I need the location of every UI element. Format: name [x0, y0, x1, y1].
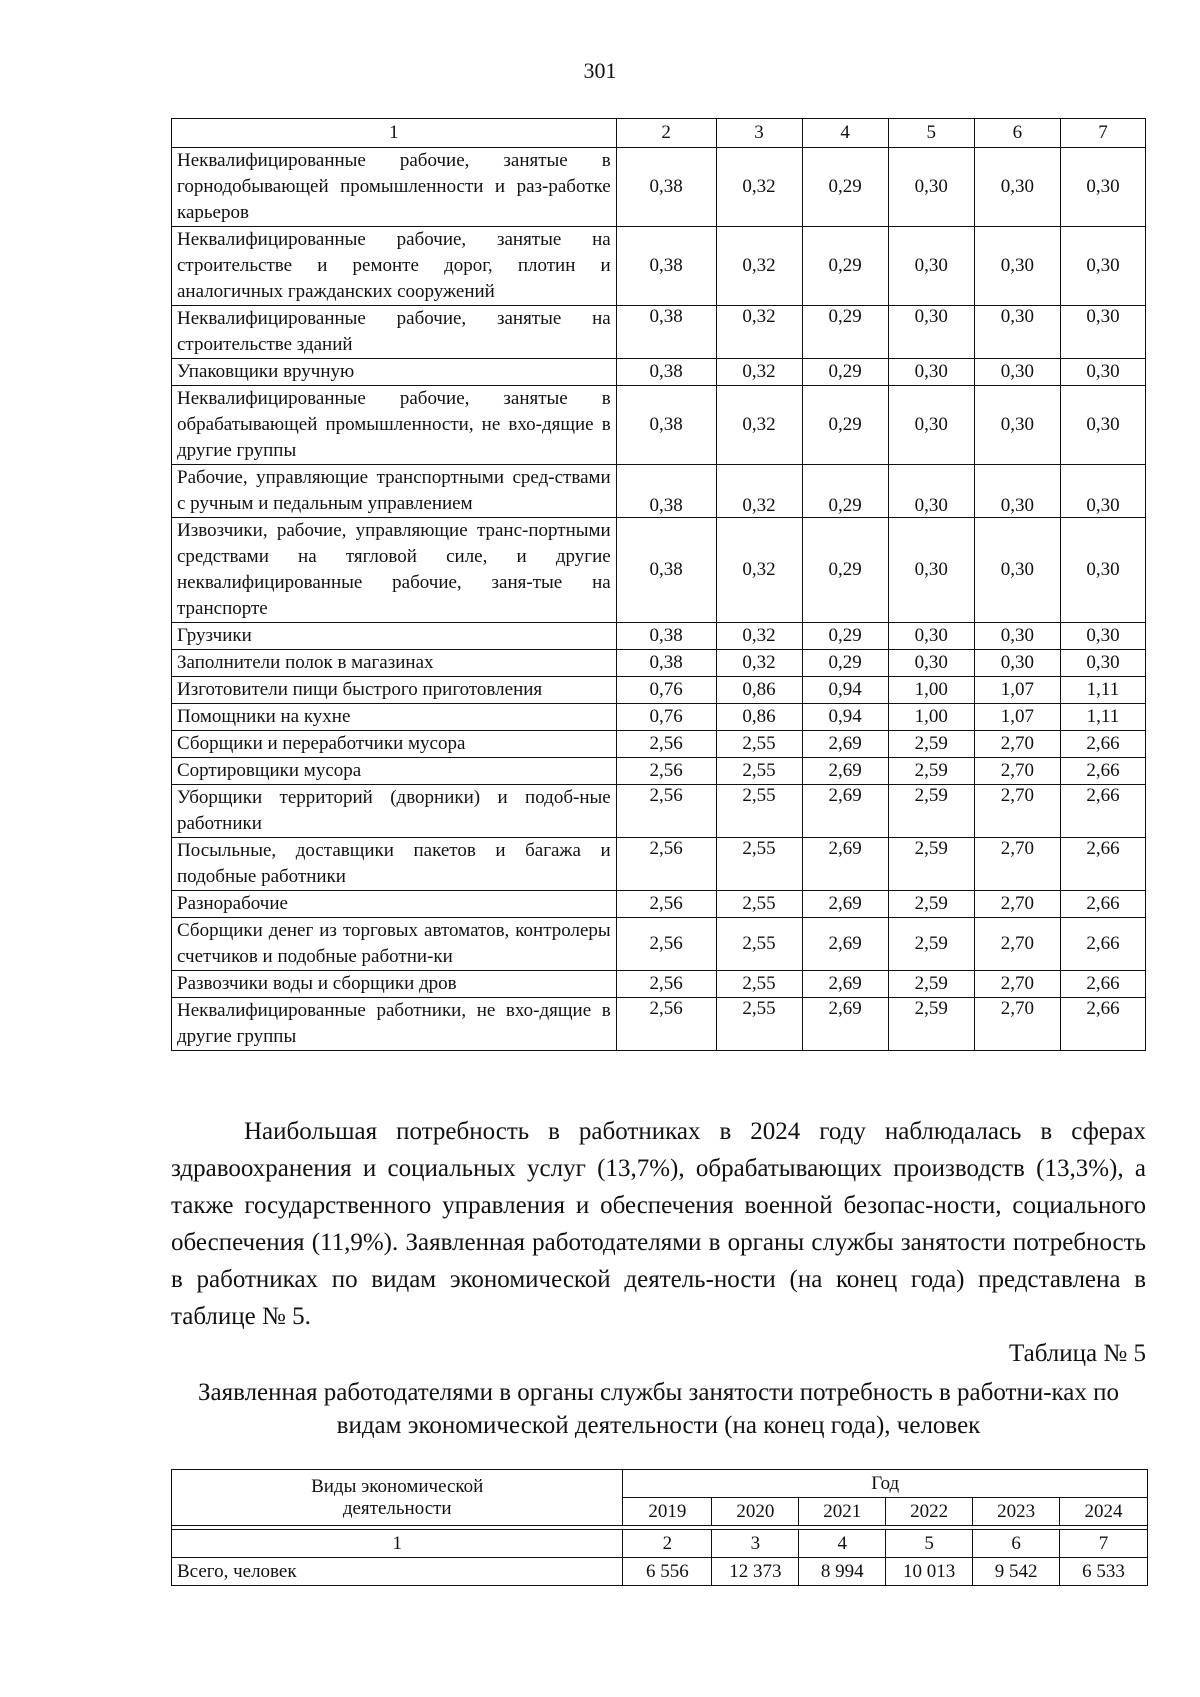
table-row: [172, 731, 1146, 758]
value-cell: 0,86: [716, 677, 802, 704]
value-cell: 0,32: [716, 386, 802, 465]
value-cell: 0,29: [802, 148, 888, 227]
value-cell: 0,32: [716, 465, 802, 518]
value-cell: 0,30: [1060, 386, 1145, 465]
value-cell: 0,76: [616, 704, 716, 731]
value-cell: 0,32: [716, 306, 802, 359]
value-cell: 0,30: [1060, 623, 1145, 650]
value-cell: 1,11: [1060, 677, 1145, 704]
table-row: [172, 306, 1146, 359]
value-cell: 2,69: [802, 838, 888, 891]
table-row: [172, 971, 1146, 998]
table-row: [172, 677, 1146, 704]
value-cell: 2,55: [716, 758, 802, 785]
column-number-cell: 7: [1060, 1530, 1148, 1558]
table-row: [172, 650, 1146, 677]
year-group-header: Год: [623, 1470, 1148, 1498]
occupation-name: Неквалифицированные рабочие, занятые на строительстве зданий: [172, 306, 617, 359]
total-value: 12 373: [712, 1558, 799, 1586]
value-cell: 1,07: [974, 704, 1060, 731]
value-cell: 2,66: [1060, 731, 1145, 758]
occupation-name: Рабочие, управляющие транспортными сред-ствами с ручным и педальным управлением: [172, 465, 617, 518]
column-number-row: [172, 1530, 1148, 1558]
occupation-name: Неквалифицированные работники, не вхо-дящие в другие группы: [172, 998, 617, 1051]
value-cell: 0,30: [888, 386, 974, 465]
year-header: 2021: [799, 1498, 886, 1526]
value-cell: 0,29: [802, 306, 888, 359]
value-cell: 2,70: [974, 731, 1060, 758]
value-cell: 1,00: [888, 704, 974, 731]
value-cell: 2,66: [1060, 838, 1145, 891]
occupation-name: Развозчики воды и сборщики дров: [172, 971, 617, 998]
occupation-name: Уборщики территорий (дворники) и подоб-ные работники: [172, 785, 617, 838]
value-cell: 2,69: [802, 998, 888, 1051]
value-cell: 2,69: [802, 758, 888, 785]
occupation-name: Неквалифицированные рабочие, занятые на строительстве и ремонте дорог, плотин и аналогичных гражданских сооружений: [172, 227, 617, 306]
value-cell: 2,70: [974, 998, 1060, 1051]
table-row: [172, 785, 1146, 838]
value-cell: 0,38: [616, 306, 716, 359]
value-cell: 0,30: [974, 306, 1060, 359]
total-value: 6 533: [1060, 1558, 1148, 1586]
value-cell: 0,30: [1060, 465, 1145, 518]
value-cell: 0,32: [716, 227, 802, 306]
value-cell: 0,32: [716, 623, 802, 650]
column-number-header: 4: [802, 119, 888, 148]
value-cell: 0,30: [974, 148, 1060, 227]
column-number-header: 3: [716, 119, 802, 148]
value-cell: 0,30: [974, 465, 1060, 518]
value-cell: 2,55: [716, 918, 802, 971]
column-number-cell: 1: [172, 1530, 623, 1558]
value-cell: 0,32: [716, 359, 802, 386]
demand-table: [171, 1469, 1148, 1586]
value-cell: 0,30: [888, 227, 974, 306]
table-row: [172, 891, 1146, 918]
value-cell: 0,32: [716, 650, 802, 677]
value-cell: 2,69: [802, 785, 888, 838]
table-row: [172, 148, 1146, 227]
value-cell: 1,07: [974, 677, 1060, 704]
value-cell: 2,59: [888, 918, 974, 971]
table-row: [172, 704, 1146, 731]
table-row: [172, 758, 1146, 785]
value-cell: 2,70: [974, 918, 1060, 971]
value-cell: 0,38: [616, 148, 716, 227]
value-cell: 0,30: [1060, 359, 1145, 386]
value-cell: 0,30: [888, 306, 974, 359]
table-row: [172, 918, 1146, 971]
value-cell: 0,38: [616, 465, 716, 518]
value-cell: 0,29: [802, 465, 888, 518]
value-cell: 0,30: [888, 518, 974, 623]
value-cell: 1,11: [1060, 704, 1145, 731]
year-header: 2024: [1060, 1498, 1148, 1526]
value-cell: 2,55: [716, 998, 802, 1051]
table-row: [172, 518, 1146, 623]
column-number-header: 5: [888, 119, 974, 148]
value-cell: 2,56: [616, 758, 716, 785]
column-number-header: 1: [172, 119, 617, 148]
value-cell: 2,66: [1060, 785, 1145, 838]
activity-column-header: [172, 1470, 623, 1526]
value-cell: 0,30: [888, 148, 974, 227]
value-cell: 2,69: [802, 731, 888, 758]
table-row: [172, 227, 1146, 306]
value-cell: 0,29: [802, 650, 888, 677]
value-cell: 2,59: [888, 971, 974, 998]
column-number-header: 6: [974, 119, 1060, 148]
value-cell: 0,30: [974, 359, 1060, 386]
total-label: Всего, человек: [172, 1558, 623, 1586]
value-cell: 0,30: [888, 650, 974, 677]
table-row: [172, 386, 1146, 465]
value-cell: 2,59: [888, 838, 974, 891]
total-value: 8 994: [799, 1558, 886, 1586]
total-value: 9 542: [973, 1558, 1060, 1586]
column-number-cell: 4: [799, 1530, 886, 1558]
occupation-name: Грузчики: [172, 623, 617, 650]
occupation-name: Помощники на кухне: [172, 704, 617, 731]
value-cell: 0,30: [1060, 148, 1145, 227]
value-cell: 0,30: [974, 623, 1060, 650]
value-cell: 0,29: [802, 518, 888, 623]
value-cell: 2,56: [616, 731, 716, 758]
value-cell: 0,29: [802, 359, 888, 386]
value-cell: 0,29: [802, 623, 888, 650]
value-cell: 2,59: [888, 891, 974, 918]
value-cell: 0,94: [802, 677, 888, 704]
table-row: [172, 838, 1146, 891]
total-value: 10 013: [886, 1558, 973, 1586]
occupation-name: Упаковщики вручную: [172, 359, 617, 386]
value-cell: 0,86: [716, 704, 802, 731]
value-cell: 0,30: [974, 227, 1060, 306]
year-header: 2020: [712, 1498, 799, 1526]
value-cell: 2,55: [716, 971, 802, 998]
value-cell: 0,76: [616, 677, 716, 704]
value-cell: 2,55: [716, 731, 802, 758]
occupation-name: Неквалифицированные рабочие, занятые в горнодобывающей промышленности и раз-работке карьеров: [172, 148, 617, 227]
value-cell: 2,70: [974, 838, 1060, 891]
value-cell: 2,56: [616, 998, 716, 1051]
value-cell: 0,29: [802, 386, 888, 465]
value-cell: 0,32: [716, 148, 802, 227]
value-cell: 2,56: [616, 971, 716, 998]
value-cell: 0,38: [616, 227, 716, 306]
value-cell: 0,30: [1060, 227, 1145, 306]
value-cell: 2,66: [1060, 998, 1145, 1051]
value-cell: 0,30: [974, 518, 1060, 623]
value-cell: 2,59: [888, 758, 974, 785]
occupation-name: Посыльные, доставщики пакетов и багажа и подобные работники: [172, 838, 617, 891]
table-row: [172, 998, 1146, 1051]
value-cell: 2,66: [1060, 918, 1145, 971]
value-cell: 2,55: [716, 838, 802, 891]
column-number-cell: 5: [886, 1530, 973, 1558]
value-cell: 0,30: [974, 386, 1060, 465]
value-cell: 0,38: [616, 359, 716, 386]
table-header-row: [172, 119, 1146, 148]
value-cell: 0,38: [616, 650, 716, 677]
value-cell: 0,30: [1060, 306, 1145, 359]
value-cell: 0,38: [616, 518, 716, 623]
column-number-cell: 6: [973, 1530, 1060, 1558]
column-number-header: 2: [616, 119, 716, 148]
occupation-name: Изготовители пищи быстрого приготовления: [172, 677, 617, 704]
value-cell: 2,66: [1060, 891, 1145, 918]
table-row: [172, 359, 1146, 386]
value-cell: 2,69: [802, 971, 888, 998]
occupation-name: Сборщики денег из торговых автоматов, контролеры счетчиков и подобные работни-ки: [172, 918, 617, 971]
value-cell: 2,69: [802, 918, 888, 971]
value-cell: 0,30: [1060, 650, 1145, 677]
value-cell: 2,56: [616, 785, 716, 838]
occupation-name: Извозчики, рабочие, управляющие транс-портными средствами на тягловой силе, и другие неквалифицированные рабочие, заня-тые на транспорте: [172, 518, 617, 623]
value-cell: 2,66: [1060, 971, 1145, 998]
column-number-cell: 2: [623, 1530, 712, 1558]
value-cell: 2,70: [974, 785, 1060, 838]
value-cell: 2,55: [716, 891, 802, 918]
occupation-name: Заполнители полок в магазинах: [172, 650, 617, 677]
value-cell: 2,55: [716, 785, 802, 838]
total-row: [172, 1558, 1148, 1586]
value-cell: 1,00: [888, 677, 974, 704]
value-cell: 2,59: [888, 785, 974, 838]
value-cell: 2,69: [802, 891, 888, 918]
activity-header-line1: Виды экономической: [311, 1475, 484, 1497]
value-cell: 0,30: [888, 359, 974, 386]
value-cell: 2,70: [974, 971, 1060, 998]
occupation-name: Сборщики и переработчики мусора: [172, 731, 617, 758]
column-number-header: 7: [1060, 119, 1145, 148]
table-label: Таблица № 5: [1008, 1340, 1146, 1367]
value-cell: 2,70: [974, 758, 1060, 785]
page-number: 301: [583, 58, 617, 83]
value-cell: 0,38: [616, 623, 716, 650]
year-header: 2022: [886, 1498, 973, 1526]
value-cell: 2,56: [616, 838, 716, 891]
occupation-name: Разнорабочие: [172, 891, 617, 918]
value-cell: 2,70: [974, 891, 1060, 918]
occupation-name: Сортировщики мусора: [172, 758, 617, 785]
occupations-table: [171, 118, 1146, 1051]
value-cell: 0,30: [1060, 518, 1145, 623]
table-title: Заявленная работодателями в органы службы занятости потребность в работни-ках по видам экономической деятельности (на конец года), человек: [197, 1379, 1120, 1439]
body-paragraph: Наибольшая потребность в работниках в 2024 году наблюдалась в сферах здравоохранения и социальных услуг (13,7%), обрабатывающих производств (13,3%), а также государственного управления и обеспечения военной безопас-ности, социального обеспечения (11,9%). Заявленная работодателями в органы службы занятости потребность в работниках по видам экономической деятель-ности (на конец года) представлена в таблице № 5.: [171, 1118, 1146, 1330]
total-value: 6 556: [623, 1558, 712, 1586]
value-cell: 0,29: [802, 227, 888, 306]
year-header: 2019: [623, 1498, 712, 1526]
year-header: 2023: [973, 1498, 1060, 1526]
column-number-cell: 3: [712, 1530, 799, 1558]
value-cell: 0,38: [616, 386, 716, 465]
table-row: [172, 465, 1146, 518]
value-cell: 0,30: [888, 465, 974, 518]
table-row: [172, 623, 1146, 650]
activity-header-line2: деятельности: [342, 1497, 452, 1519]
value-cell: 2,56: [616, 891, 716, 918]
value-cell: 0,94: [802, 704, 888, 731]
occupation-name: Неквалифицированные рабочие, занятые в обрабатывающей промышленности, не вхо-дящие в другие группы: [172, 386, 617, 465]
value-cell: 0,32: [716, 518, 802, 623]
value-cell: 2,59: [888, 998, 974, 1051]
value-cell: 2,66: [1060, 758, 1145, 785]
value-cell: 2,59: [888, 731, 974, 758]
value-cell: 0,30: [888, 623, 974, 650]
value-cell: 2,56: [616, 918, 716, 971]
value-cell: 0,30: [974, 650, 1060, 677]
